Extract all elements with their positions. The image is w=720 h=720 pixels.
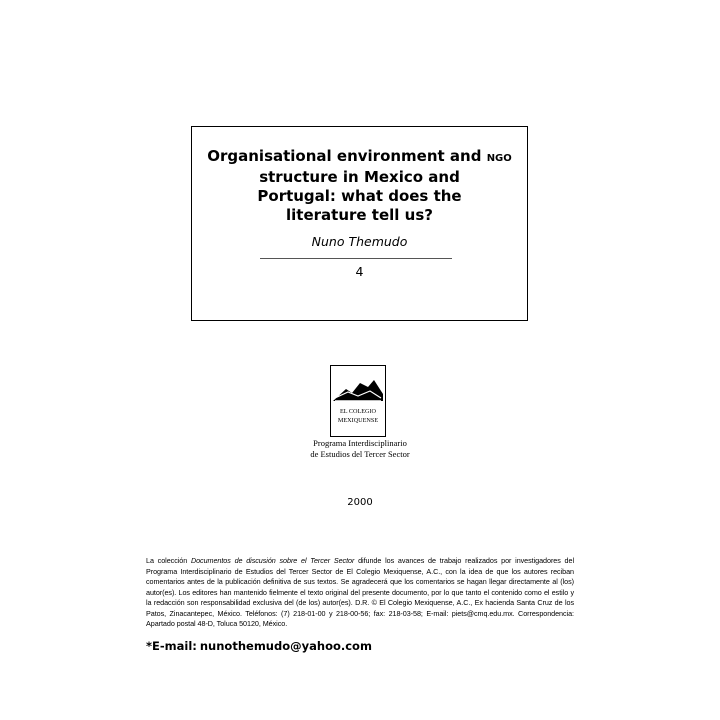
email-address: nunothemudo@yahoo.com	[199, 639, 372, 653]
program-line-1: Programa Interdisciplinario	[313, 438, 407, 448]
author-email	[146, 639, 372, 653]
program-line-2: de Estudios del Tercer Sector	[310, 449, 410, 459]
notice-series-title: Documentos de discusión sobre el Tercer Sector	[190, 556, 355, 565]
document-number: 4	[355, 264, 364, 279]
title-box	[191, 126, 528, 321]
author-name: Nuno Themudo	[311, 234, 408, 249]
divider-rule	[260, 258, 452, 259]
program-name	[260, 438, 460, 460]
title-ngo: NGO	[486, 153, 512, 164]
paper-title	[192, 147, 527, 225]
email-label: *E-mail:	[146, 639, 197, 653]
logo-text-line1: EL COLEGIO	[339, 408, 377, 415]
logo-mountain-shape	[333, 380, 383, 401]
notice-lead: La colección	[146, 556, 191, 565]
title-part-2: structure in Mexico and Portugal: what does the literature tell us?	[257, 168, 462, 224]
logo-text-line2: MEXIQUENSE	[337, 417, 379, 424]
collection-notice	[146, 556, 574, 630]
title-part-1: Organisational environment and	[207, 147, 487, 165]
notice-body: difunde los avances de trabajo realizados por investigadores del Programa Interdisciplinario de Estudios del Tercer Sector de El Colegio Mexiquense, A.C., con la idea de que los autores reciban comentarios antes de la publicación definitiva de sus textos. Se agradecerá que los comentarios se hagan llegar directamente al (los) autor(es). Los editores han mantenido fielmente el texto original del presente documento, por lo que tanto el contenido como el estilo y la redacción son responsabilidad exclusiva del (de los) autor(es). D.R. © El Colegio Mexiquense, A.C., Ex hacienda Santa Cruz de los Patos, Zinacantepec, México. Teléfonos: (7) 218-01-00 y 218-00-56; fax: 218-03-58; E-mail: piets@cmq.edu.mx. Correspondencia: Apartado postal 48-D, Toluca 50120, México.	[146, 556, 574, 628]
el-colegio-mexiquense-logo	[330, 365, 386, 437]
publication-year: 2000	[347, 497, 373, 508]
